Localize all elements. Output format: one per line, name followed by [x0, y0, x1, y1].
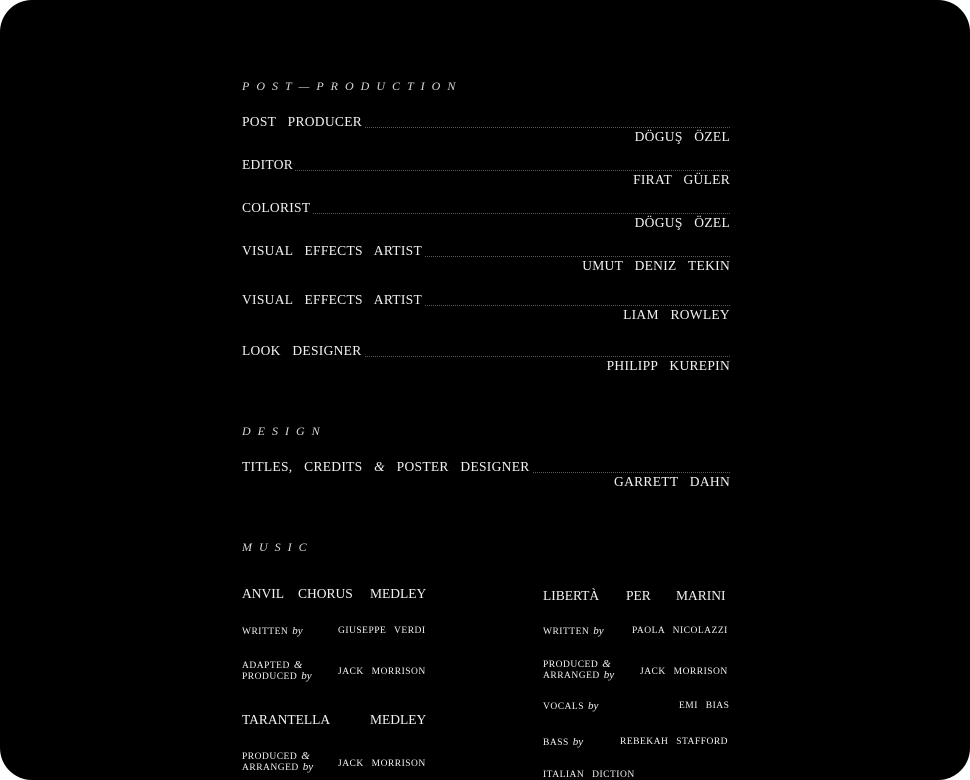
ampersand: & — [602, 658, 612, 670]
leader-line — [242, 170, 730, 171]
credit-role: LOOK DESIGNER — [242, 343, 362, 358]
by-label: by — [292, 625, 303, 637]
credit-role: EDITOR — [242, 157, 294, 172]
by-label: by — [603, 669, 615, 681]
produced-label-line2: ARRANGED — [543, 671, 600, 681]
song-title-word: PER — [626, 588, 651, 603]
credit-role-text: TITLES, CREDITS & POSTER DESIGNER — [242, 459, 530, 474]
vocals-label — [543, 701, 598, 712]
credit-role: POST PRODUCER — [242, 114, 363, 129]
song-title-word: LIBERTÀ — [543, 588, 600, 603]
credit-row — [242, 460, 730, 500]
song-title-word: CHORUS — [298, 586, 353, 601]
credit-row — [242, 201, 730, 241]
credit-name: PHILIPP KUREPIN — [606, 358, 730, 373]
song-title-word: MARINI — [676, 588, 726, 603]
written-value: GIUSEPPE VERDI — [338, 626, 426, 636]
written-label-text: WRITTEN — [242, 627, 289, 637]
credit-name: LIAM ROWLEY — [623, 307, 730, 322]
produced-value: JACK MORRISON — [338, 759, 426, 769]
credit-role — [242, 459, 532, 475]
credit-row — [242, 244, 730, 284]
section-title-design: DESIGN — [242, 424, 327, 438]
written-value: PAOLA NICOLAZZI — [632, 626, 728, 636]
vocals-label-text: VOCALS — [543, 702, 585, 712]
credit-name: GARRETT DAHN — [614, 474, 730, 489]
by-label: by — [572, 736, 584, 748]
produced-label-line1: PRODUCED — [242, 752, 298, 762]
credit-row — [242, 115, 730, 155]
by-label: by — [593, 625, 604, 637]
credit-role: VISUAL EFFECTS ARTIST — [242, 243, 423, 258]
vocals-value: EMI BIAS — [679, 701, 730, 711]
produced-arranged-row — [543, 659, 730, 681]
produced-label — [242, 751, 313, 773]
ampersand: & — [293, 659, 303, 671]
leader-line — [242, 213, 730, 214]
credit-row — [242, 344, 730, 384]
song-title-word: MEDLEY — [370, 712, 427, 727]
credit-row — [242, 158, 730, 198]
produced-label-line2: ARRANGED — [242, 763, 299, 773]
adapted-label-line2: PRODUCED — [242, 672, 298, 682]
credit-row — [242, 293, 730, 333]
adapted-label — [242, 660, 312, 682]
by-label: by — [302, 761, 314, 773]
written-label-text: WRITTEN — [543, 627, 590, 637]
credit-name: DÖGUŞ ÖZEL — [634, 129, 730, 144]
ampersand: & — [374, 459, 385, 474]
by-label: by — [301, 670, 312, 682]
adapted-value: JACK MORRISON — [338, 667, 426, 677]
credit-name: DÖGUŞ ÖZEL — [634, 215, 730, 230]
section-title-post-production: POST—PRODUCTION — [242, 79, 463, 93]
song-title-word: MEDLEY — [370, 586, 427, 601]
bass-label-text: BASS — [543, 738, 569, 748]
by-label: by — [588, 700, 599, 712]
ampersand: & — [301, 750, 311, 762]
produced-value: JACK MORRISON — [640, 667, 728, 677]
produced-arranged-row — [242, 751, 428, 773]
adapted-label-line1: ADAPTED — [242, 661, 290, 671]
italian-diction-label: ITALIAN DICTION — [543, 770, 635, 780]
bass-value: REBEKAH STAFFORD — [620, 737, 729, 747]
credit-role: COLORIST — [242, 200, 311, 215]
credit-name: FIRAT GÜLER — [633, 172, 730, 187]
song-title-word: TARANTELLA — [242, 712, 331, 727]
written-label — [242, 626, 303, 637]
section-title-music: MUSIC — [242, 540, 314, 554]
produced-label-line1: PRODUCED — [543, 660, 599, 670]
credit-name: UMUT DENIZ TEKIN — [582, 258, 730, 273]
written-label — [543, 626, 604, 637]
adapted-produced-row — [242, 660, 428, 682]
bass-label — [543, 737, 583, 748]
produced-label — [543, 659, 614, 681]
song-title-word: ANVIL — [242, 586, 284, 601]
credit-role: VISUAL EFFECTS ARTIST — [242, 292, 423, 307]
